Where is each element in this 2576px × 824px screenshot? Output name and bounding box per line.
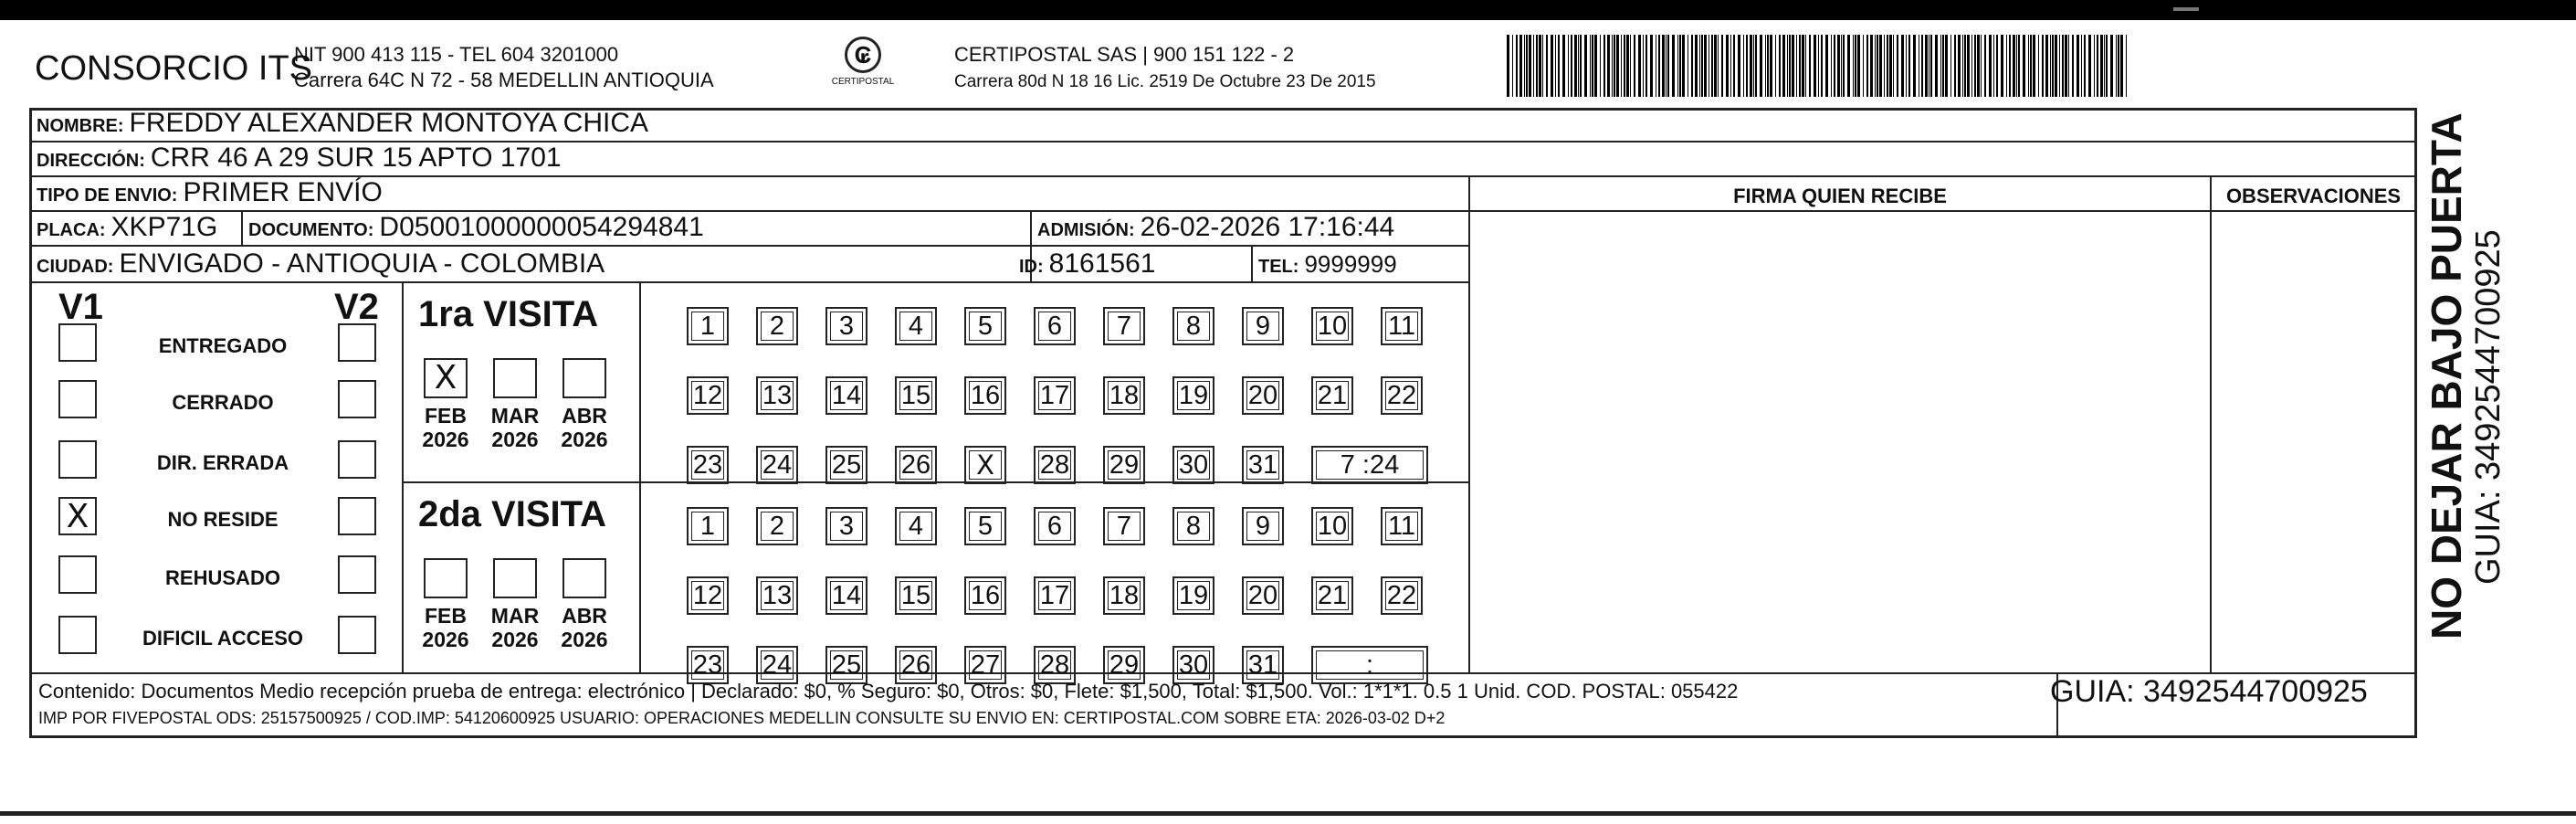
day-box[interactable] bbox=[895, 507, 937, 545]
day-box[interactable] bbox=[687, 446, 729, 484]
day-box[interactable] bbox=[687, 576, 729, 615]
day-box[interactable] bbox=[1242, 307, 1284, 345]
month-label bbox=[483, 604, 547, 651]
day-box[interactable] bbox=[1381, 576, 1423, 615]
v1-checkbox[interactable] bbox=[58, 555, 97, 594]
visit-title: 1ra VISITA bbox=[418, 294, 599, 334]
day-number: 31 bbox=[1247, 650, 1278, 680]
day-box[interactable] bbox=[1034, 507, 1076, 545]
documento-field: DOCUMENTO: D05001000000054294841 bbox=[248, 212, 704, 242]
day-box[interactable] bbox=[825, 446, 867, 484]
day-number: 16 bbox=[970, 581, 1001, 610]
v2-checkbox[interactable] bbox=[338, 497, 376, 535]
day-box[interactable] bbox=[756, 646, 798, 684]
day-box[interactable] bbox=[1381, 507, 1423, 545]
id-field: ID: 8161561 bbox=[1019, 248, 1156, 279]
day-number: 17 bbox=[1039, 381, 1070, 410]
day-box[interactable] bbox=[1034, 446, 1076, 484]
month-year: 2026 bbox=[491, 628, 539, 651]
day-box[interactable] bbox=[1311, 376, 1353, 415]
day-box[interactable] bbox=[1103, 646, 1145, 684]
day-box[interactable] bbox=[895, 307, 937, 345]
day-box[interactable] bbox=[825, 576, 867, 615]
v1-checkbox[interactable] bbox=[58, 440, 97, 479]
day-number: 19 bbox=[1178, 581, 1209, 610]
day-number: 17 bbox=[1039, 581, 1070, 610]
day-number: 26 bbox=[900, 450, 931, 480]
day-number: 12 bbox=[692, 381, 723, 410]
day-box[interactable] bbox=[1381, 307, 1423, 345]
day-number: 6 bbox=[1038, 512, 1071, 541]
month-label bbox=[414, 604, 478, 651]
day-box[interactable] bbox=[756, 576, 798, 615]
logo-text: CERTIPOSTAL bbox=[831, 77, 895, 87]
day-box[interactable] bbox=[1103, 576, 1145, 615]
day-box[interactable] bbox=[895, 376, 937, 415]
day-number: 14 bbox=[831, 581, 862, 610]
day-number: 15 bbox=[900, 581, 931, 610]
tel-field: TEL: 9999999 bbox=[1258, 250, 1397, 278]
observaciones-header: OBSERVACIONES bbox=[2225, 185, 2402, 207]
v1-header: V1 bbox=[58, 287, 103, 327]
day-number: 24 bbox=[762, 650, 793, 680]
day-box[interactable] bbox=[964, 446, 1006, 484]
day-box[interactable] bbox=[1172, 576, 1214, 615]
day-number: 21 bbox=[1317, 581, 1348, 610]
carrier-address: Carrera 80d N 18 16 Lic. 2519 De Octubre 23 De 2015 bbox=[954, 72, 1376, 91]
day-number: 28 bbox=[1039, 650, 1070, 680]
v2-header: V2 bbox=[334, 287, 379, 327]
day-number: 9 bbox=[1246, 312, 1279, 341]
day-box[interactable] bbox=[895, 446, 937, 484]
day-number: 9 bbox=[1246, 512, 1279, 541]
day-box[interactable] bbox=[687, 507, 729, 545]
day-number: 29 bbox=[1109, 450, 1140, 480]
day-box[interactable] bbox=[964, 507, 1006, 545]
day-number: 4 bbox=[899, 512, 932, 541]
day-box[interactable] bbox=[687, 307, 729, 345]
day-box[interactable] bbox=[1103, 376, 1145, 415]
carrier-line: CERTIPOSTAL SAS | 900 151 122 - 2 bbox=[954, 43, 1295, 66]
day-box[interactable] bbox=[825, 507, 867, 545]
logo-icon: ₢ bbox=[845, 37, 881, 73]
day-box[interactable] bbox=[1034, 307, 1076, 345]
day-number: 1 bbox=[691, 312, 724, 341]
month-label bbox=[552, 604, 616, 651]
day-box[interactable] bbox=[1311, 307, 1353, 345]
v1-checkbox[interactable] bbox=[58, 616, 97, 654]
day-box[interactable] bbox=[964, 376, 1006, 415]
day-number: 15 bbox=[900, 381, 931, 410]
day-box[interactable] bbox=[1103, 507, 1145, 545]
admision-field: ADMISIÓN: 26-02-2026 17:16:44 bbox=[1037, 212, 1395, 242]
day-number: X bbox=[969, 450, 1002, 480]
tipo-envio-field: TIPO DE ENVIO: PRIMER ENVÍO bbox=[37, 177, 383, 207]
day-box[interactable] bbox=[1242, 376, 1284, 415]
day-box[interactable] bbox=[964, 646, 1006, 684]
day-box[interactable] bbox=[1311, 576, 1353, 615]
day-number: 1 bbox=[691, 512, 724, 541]
day-number: 22 bbox=[1386, 581, 1417, 610]
month-name: ABR bbox=[562, 404, 607, 428]
day-box[interactable] bbox=[1311, 507, 1353, 545]
status-label: DIFICIL ACCESO bbox=[142, 627, 303, 650]
day-box[interactable] bbox=[1242, 446, 1284, 484]
month-label bbox=[483, 404, 547, 451]
day-number: 20 bbox=[1247, 381, 1278, 410]
month-name: FEB bbox=[425, 404, 467, 428]
day-box[interactable] bbox=[1103, 446, 1145, 484]
day-number: 6 bbox=[1038, 312, 1071, 341]
day-number: 30 bbox=[1178, 650, 1209, 680]
day-box[interactable] bbox=[687, 646, 729, 684]
day-box[interactable] bbox=[1103, 307, 1145, 345]
day-number: 24 bbox=[762, 450, 793, 480]
day-box[interactable] bbox=[1034, 376, 1076, 415]
month-year: 2026 bbox=[561, 428, 608, 451]
firma-header: FIRMA QUIEN RECIBE bbox=[1733, 185, 1947, 207]
day-number: 7 bbox=[1108, 312, 1141, 341]
day-number: 26 bbox=[900, 650, 931, 680]
month-checkbox[interactable] bbox=[493, 558, 537, 598]
day-number: 5 bbox=[969, 312, 1002, 341]
day-number: 10 bbox=[1317, 512, 1348, 541]
month-checkbox[interactable]: X bbox=[424, 358, 468, 398]
day-number: 31 bbox=[1247, 450, 1278, 480]
month-name: FEB bbox=[425, 604, 467, 628]
month-year: 2026 bbox=[491, 428, 539, 451]
month-checkbox[interactable] bbox=[424, 558, 468, 598]
day-number: 22 bbox=[1386, 381, 1417, 410]
day-box[interactable] bbox=[964, 307, 1006, 345]
day-box[interactable] bbox=[1034, 576, 1076, 615]
day-number: 13 bbox=[762, 581, 793, 610]
day-number: 21 bbox=[1317, 381, 1348, 410]
day-number: 12 bbox=[692, 581, 723, 610]
day-number: 14 bbox=[831, 381, 862, 410]
day-box[interactable] bbox=[756, 446, 798, 484]
day-number: 10 bbox=[1317, 312, 1348, 341]
month-label bbox=[552, 404, 616, 451]
time-box[interactable] bbox=[1311, 446, 1428, 484]
day-number: 23 bbox=[692, 650, 723, 680]
day-number: 23 bbox=[692, 450, 723, 480]
day-number: 16 bbox=[970, 381, 1001, 410]
status-label: ENTREGADO bbox=[158, 334, 288, 357]
v2-checkbox[interactable] bbox=[338, 440, 376, 479]
month-label bbox=[414, 404, 478, 451]
time-value: 7 :24 bbox=[1316, 450, 1424, 480]
footer-guia: GUIA: 3492544700925 bbox=[2050, 674, 2368, 709]
day-number: 19 bbox=[1178, 381, 1209, 410]
v1-checkbox[interactable] bbox=[58, 323, 97, 362]
day-number: 20 bbox=[1247, 581, 1278, 610]
barcode bbox=[1507, 35, 2237, 97]
bottom-edge bbox=[0, 811, 2576, 816]
month-checkbox[interactable] bbox=[493, 358, 537, 398]
status-label: DIR. ERRADA bbox=[156, 451, 289, 474]
side-warning: NO DEJAR BAJO PUERTA bbox=[2423, 112, 2470, 639]
footer-contenido: Contenido: Documentos Medio recepción prueba de entrega: electrónico | Declarado: $0, % Seguro: $0, Otros: $0, Flete: $1,500, Total: $1,500. Vol.: 1*1*1. 0.5 1 Unid. COD. POSTAL: 055422 bbox=[38, 680, 1739, 703]
day-box[interactable] bbox=[895, 646, 937, 684]
day-box[interactable] bbox=[1242, 507, 1284, 545]
v2-checkbox[interactable] bbox=[338, 616, 376, 654]
day-box[interactable] bbox=[1172, 307, 1214, 345]
day-number: 8 bbox=[1177, 312, 1210, 341]
scan-mark bbox=[2173, 7, 2199, 11]
day-number: 2 bbox=[761, 512, 794, 541]
day-number: 3 bbox=[830, 312, 863, 341]
month-name: MAR bbox=[490, 604, 540, 628]
v1-checkbox[interactable] bbox=[58, 380, 97, 418]
day-box[interactable] bbox=[1242, 646, 1284, 684]
placa-field: PLACA: XKP71G bbox=[37, 212, 218, 242]
day-box[interactable] bbox=[1172, 646, 1214, 684]
day-number: 3 bbox=[830, 512, 863, 541]
day-number: 30 bbox=[1178, 450, 1209, 480]
direccion-field: DIRECCIÓN: CRR 46 A 29 SUR 15 APTO 1701 bbox=[37, 143, 562, 173]
visit-title: 2da VISITA bbox=[418, 494, 606, 534]
status-label: CERRADO bbox=[172, 391, 274, 414]
v1-checkbox[interactable]: X bbox=[58, 497, 97, 535]
ciudad-field: CIUDAD: ENVIGADO - ANTIOQUIA - COLOMBIA bbox=[37, 248, 605, 279]
day-number: 11 bbox=[1385, 312, 1418, 341]
nit-line: NIT 900 413 115 - TEL 604 3201000 bbox=[294, 43, 619, 66]
day-box[interactable] bbox=[825, 307, 867, 345]
day-number: 25 bbox=[831, 650, 862, 680]
day-number: 18 bbox=[1109, 581, 1140, 610]
nombre-field: NOMBRE: FREDDY ALEXANDER MONTOYA CHICA bbox=[37, 108, 649, 138]
month-year: 2026 bbox=[422, 628, 469, 651]
day-box[interactable] bbox=[1381, 376, 1423, 415]
day-number: 2 bbox=[761, 312, 794, 341]
day-number: 4 bbox=[899, 312, 932, 341]
day-number: 27 bbox=[970, 650, 1001, 680]
day-box[interactable] bbox=[895, 576, 937, 615]
day-box[interactable] bbox=[756, 307, 798, 345]
day-number: 13 bbox=[762, 381, 793, 410]
month-checkbox[interactable] bbox=[563, 558, 606, 598]
day-number: 25 bbox=[831, 450, 862, 480]
month-name: ABR bbox=[562, 604, 607, 628]
v2-checkbox[interactable] bbox=[338, 323, 376, 362]
day-number: 28 bbox=[1039, 450, 1070, 480]
day-box[interactable] bbox=[1172, 446, 1214, 484]
day-box[interactable] bbox=[756, 507, 798, 545]
company-name: CONSORCIO ITS bbox=[35, 49, 313, 88]
day-number: 18 bbox=[1109, 381, 1140, 410]
side-guia: GUIA: 3492544700925 bbox=[2469, 229, 2508, 585]
day-box[interactable] bbox=[1034, 646, 1076, 684]
day-number: 8 bbox=[1177, 512, 1210, 541]
month-name: MAR bbox=[490, 404, 540, 428]
month-year: 2026 bbox=[422, 428, 469, 451]
day-number: 29 bbox=[1109, 650, 1140, 680]
day-number: 7 bbox=[1108, 512, 1141, 541]
day-box[interactable] bbox=[825, 376, 867, 415]
day-number: 5 bbox=[969, 512, 1002, 541]
certipostal-logo bbox=[831, 37, 895, 102]
day-box[interactable] bbox=[964, 576, 1006, 615]
day-box[interactable] bbox=[1172, 376, 1214, 415]
day-box[interactable] bbox=[687, 376, 729, 415]
v2-checkbox[interactable] bbox=[338, 380, 376, 418]
status-label: REHUSADO bbox=[165, 566, 280, 589]
status-label: NO RESIDE bbox=[167, 508, 279, 531]
time-value: : bbox=[1316, 650, 1424, 680]
time-box[interactable] bbox=[1311, 646, 1428, 684]
day-box[interactable] bbox=[1172, 507, 1214, 545]
day-number: 11 bbox=[1385, 512, 1418, 541]
day-box[interactable] bbox=[825, 646, 867, 684]
month-year: 2026 bbox=[561, 628, 608, 651]
day-box[interactable] bbox=[1242, 576, 1284, 615]
day-box[interactable] bbox=[756, 376, 798, 415]
month-checkbox[interactable] bbox=[563, 358, 606, 398]
company-address: Carrera 64C N 72 - 58 MEDELLIN ANTIOQUIA bbox=[294, 69, 714, 91]
v2-checkbox[interactable] bbox=[338, 555, 376, 594]
footer-impresion: IMP POR FIVEPOSTAL ODS: 25157500925 / COD.IMP: 54120600925 USUARIO: OPERACIONES MEDELLIN CONSULTE SU ENVIO EN: CERTIPOSTAL.COM SOBRE ETA: 2026-03-02 D+2 bbox=[38, 709, 1446, 727]
